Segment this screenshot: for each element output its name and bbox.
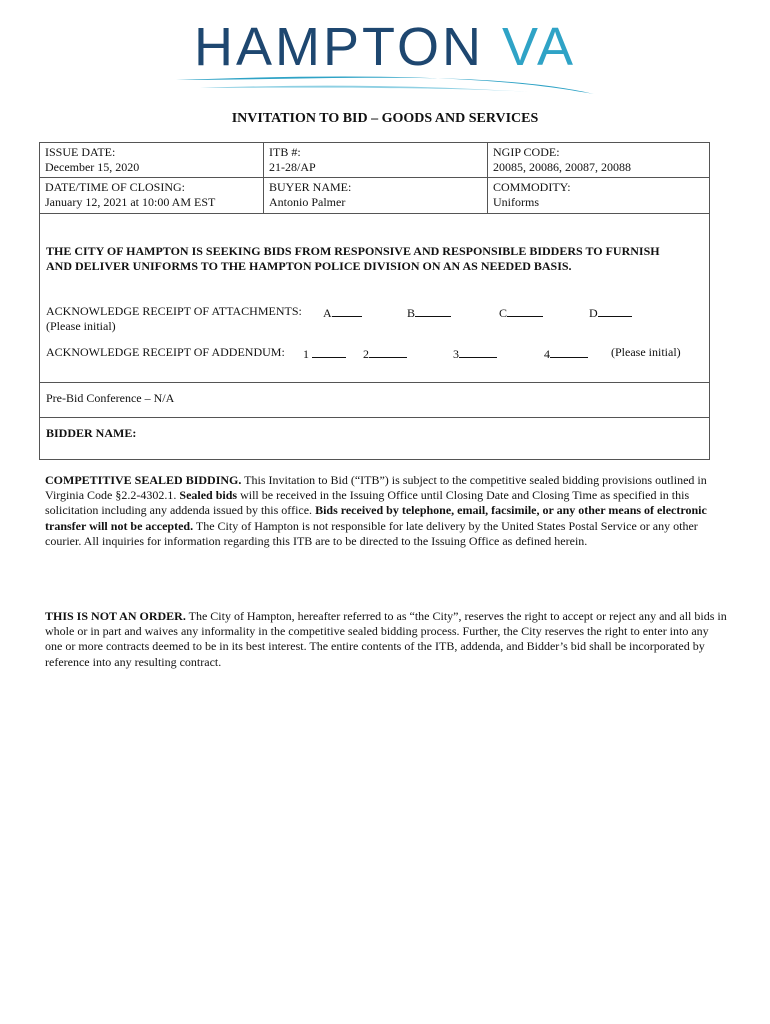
grid-divider <box>40 177 709 178</box>
commodity-value: Uniforms <box>493 195 539 209</box>
addendum-3-label: 3 <box>453 347 459 361</box>
attachment-d-label: D <box>589 306 598 320</box>
prebid-conference-text: Pre-Bid Conference – N/A <box>46 391 175 405</box>
addendum-4-initial-field[interactable] <box>550 345 588 358</box>
buyer-cell <box>269 180 351 210</box>
ngip-value: 20085, 20086, 20087, 20088 <box>493 160 631 174</box>
issue-date-label: ISSUE DATE: <box>45 145 116 159</box>
closing-value: January 12, 2021 at 10:00 AM EST <box>45 195 216 209</box>
prebid-box <box>39 382 710 418</box>
not-an-order-paragraph <box>45 609 727 670</box>
addendum-1-initial-field[interactable] <box>312 345 346 358</box>
attachment-a-initial-field[interactable] <box>332 304 362 317</box>
attachment-c-initial-field[interactable] <box>507 304 543 317</box>
addendum-please-initial-note: (Please initial) <box>611 345 681 359</box>
itb-cell <box>269 145 316 175</box>
competitive-bidding-paragraph <box>45 473 727 549</box>
buyer-label: BUYER NAME: <box>269 180 352 194</box>
attachments-label: ACKNOWLEDGE RECEIPT OF ATTACHMENTS: <box>46 304 302 318</box>
addendum-3 <box>453 345 497 362</box>
hampton-va-logo <box>170 18 600 100</box>
p1-bold-3: Bids received by telephone, email, facsimile, or any other means of electronic transfer will not be accepted. <box>45 503 707 533</box>
attachment-d <box>589 304 632 321</box>
please-initial-note: (Please initial) <box>46 319 116 333</box>
addendum-4-label: 4 <box>544 347 550 361</box>
logo-hampton-text: HAMPTON <box>193 17 484 77</box>
ngip-cell <box>493 145 631 175</box>
attachment-a-label: A <box>323 306 332 320</box>
addendum-3-initial-field[interactable] <box>459 345 497 358</box>
addendum-2-label: 2 <box>363 347 369 361</box>
info-grid <box>39 142 710 214</box>
solicitation-box <box>39 213 710 383</box>
bidder-name-label: BIDDER NAME: <box>46 426 137 440</box>
attachment-b <box>407 304 451 321</box>
attachment-b-initial-field[interactable] <box>415 304 451 317</box>
attachment-d-initial-field[interactable] <box>598 304 632 317</box>
bidder-name-box[interactable] <box>39 417 710 460</box>
issue-date-cell <box>45 145 139 175</box>
closing-label: DATE/TIME OF CLOSING: <box>45 180 185 194</box>
attachment-c <box>499 304 543 321</box>
p1-text-3: The City of Hampton is not responsible for late delivery by the United States Postal Service or any other courier. All inquiries for information regarding this ITB are to be directed to the Issuing Office as defined herein. <box>45 518 698 548</box>
attachment-a <box>323 304 362 321</box>
p1-bold-2: Sealed bids <box>179 488 238 503</box>
document-title: INVITATION TO BID – GOODS AND SERVICES <box>231 111 539 126</box>
commodity-label: COMMODITY: <box>493 180 571 194</box>
p1-text-1: This Invitation to Bid (“ITB”) is subject to the competitive sealed bidding provisions outlined in Virginia Code §2.2-4302.1. <box>45 473 707 503</box>
p2-text-1: The City of Hampton, hereafter referred to as “the City”, reserves the right to accept or reject any and all bids in whole or in part and waives any informality in the competitive sealed bidding process. Further, the City reserves the right to enter into any one or more contracts deemed to be in its best interest. The entire contents of the ITB, addenda, and Bidder’s bid shall be incorporated by reference into any resulting contract. <box>45 609 727 669</box>
p1-bold-1: COMPETITIVE SEALED BIDDING. <box>45 473 242 487</box>
grid-divider <box>263 143 264 213</box>
itb-label: ITB #: <box>269 145 301 159</box>
logo-va-text: VA <box>502 17 577 77</box>
headline-line-2: AND DELIVER UNIFORMS TO THE HAMPTON POLICE DIVISION ON AN AS NEEDED BASIS. <box>46 259 572 273</box>
ngip-label: NGIP CODE: <box>493 145 560 159</box>
issue-date-value: December 15, 2020 <box>45 160 140 174</box>
addendum-1-label: 1 <box>303 347 309 361</box>
grid-divider <box>487 143 488 213</box>
addendum-4 <box>544 345 588 362</box>
addendum-1 <box>303 345 346 362</box>
addendum-2-initial-field[interactable] <box>369 345 407 358</box>
p1-text-2: will be received in the Issuing Office until Closing Date and Closing Time as specified in this solicitation including any addenda issued by this office. <box>45 488 690 518</box>
logo-wave-icon <box>170 18 600 100</box>
attachment-c-label: C <box>499 306 508 320</box>
itb-value: 21-28/AP <box>269 160 316 174</box>
headline-line-1: THE CITY OF HAMPTON IS SEEKING BIDS FROM RESPONSIVE AND RESPONSIBLE BIDDERS TO FURNISH <box>46 244 660 258</box>
commodity-cell <box>493 180 571 210</box>
p2-bold-1: THIS IS NOT AN ORDER. <box>45 609 186 623</box>
addendum-label: ACKNOWLEDGE RECEIPT OF ADDENDUM: <box>46 345 285 359</box>
buyer-value: Antonio Palmer <box>269 195 346 209</box>
attachment-b-label: B <box>407 306 416 320</box>
addendum-2 <box>363 345 407 362</box>
closing-cell <box>45 180 215 210</box>
